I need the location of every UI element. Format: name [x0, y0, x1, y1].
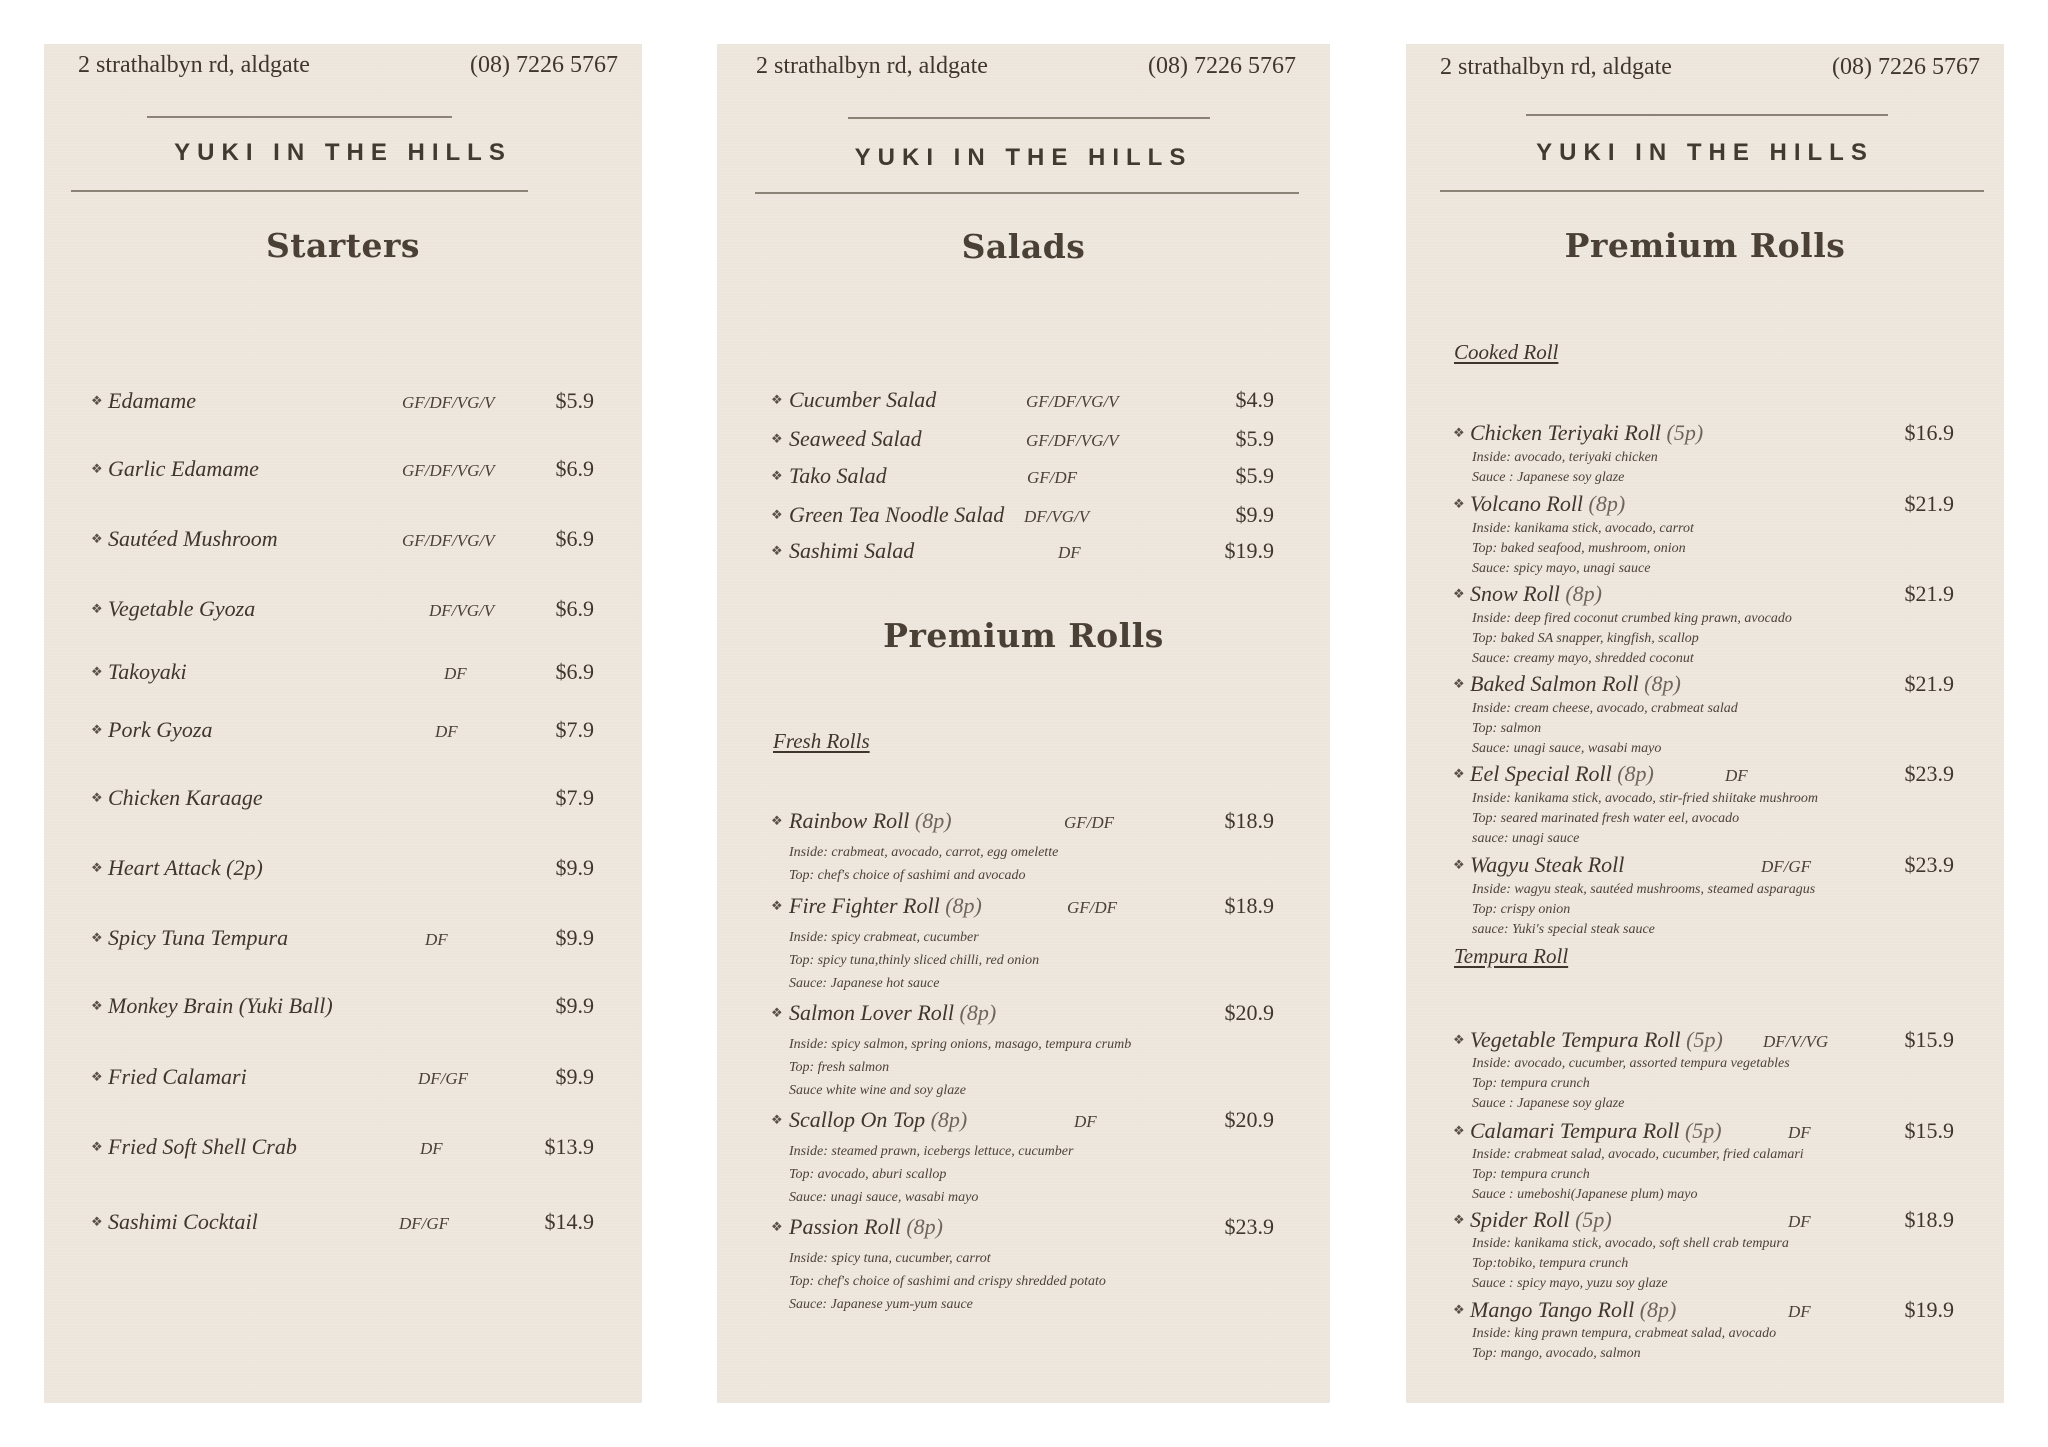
- item-price: $18.9: [1904, 1207, 1954, 1232]
- dietary-tags: DF: [444, 664, 467, 683]
- item-name-text: Pork Gyoza: [108, 717, 213, 742]
- bullet-diamond-icon: ❖: [91, 1069, 103, 1084]
- item-name: [789, 1107, 967, 1133]
- dietary-tags: GF/DF/VG/V: [1026, 392, 1119, 411]
- item-portion: (8p): [930, 1107, 968, 1132]
- item-name-text: Snow Roll: [1470, 581, 1560, 606]
- menu-item: [44, 785, 642, 815]
- dietary-tags: GF/DF/VG/V: [402, 461, 495, 480]
- item-price: $4.9: [1235, 387, 1274, 412]
- item-description-line: Sauce : Japanese soy glaze: [1472, 470, 1625, 485]
- menu-page-premium-rolls: [1406, 44, 2004, 1403]
- bullet-diamond-icon: ❖: [91, 998, 103, 1013]
- item-name: [789, 387, 936, 413]
- item-name-text: Tako Salad: [789, 463, 887, 488]
- item-name: [1470, 420, 1703, 446]
- item-description-line: Inside: kanikama stick, avocado, soft shell crab tempura: [1472, 1236, 1789, 1251]
- item-name: [789, 463, 887, 489]
- item-price: $23.9: [1904, 852, 1954, 877]
- item-name-text: Spicy Tuna Tempura: [108, 925, 289, 950]
- item-name: [108, 456, 259, 482]
- item-name: [1470, 581, 1602, 607]
- item-name: [1470, 852, 1624, 878]
- item-price: $6.9: [555, 456, 594, 481]
- item-name: [789, 538, 914, 564]
- item-description-line: Top: tempura crunch: [1472, 1167, 1590, 1182]
- menu-item: [1406, 491, 2004, 521]
- item-name: [108, 717, 212, 743]
- bullet-diamond-icon: ❖: [1453, 857, 1465, 872]
- item-name-text: Heart Attack (2p): [108, 855, 263, 880]
- item-name-text: Fried Soft Shell Crab: [108, 1134, 297, 1159]
- dietary-tags: GF/DF: [1067, 898, 1118, 917]
- item-name-text: Edamame: [108, 388, 196, 413]
- menu-item: [717, 1214, 1330, 1244]
- menu-item: [44, 855, 642, 885]
- dietary-tags: DF: [435, 722, 458, 741]
- item-name-text: Spider Roll: [1470, 1207, 1570, 1232]
- menu-item: [44, 925, 642, 955]
- item-description-line: Inside: spicy crabmeat, cucumber: [789, 930, 979, 945]
- item-description-line: Sauce : umeboshi(Japanese plum) mayo: [1472, 1187, 1698, 1202]
- bullet-diamond-icon: ❖: [771, 468, 783, 483]
- item-price: $18.9: [1224, 893, 1274, 918]
- menu-item: [717, 426, 1330, 456]
- item-name-text: Takoyaki: [108, 659, 187, 684]
- restaurant-phone: (08) 7226 5767: [1832, 54, 1980, 80]
- bullet-diamond-icon: ❖: [91, 790, 103, 805]
- bullet-diamond-icon: ❖: [771, 813, 783, 828]
- item-description-line: Sauce white wine and soy glaze: [789, 1083, 966, 1098]
- item-name: [108, 659, 187, 685]
- item-name-text: Chicken Karaage: [108, 785, 263, 810]
- item-description-line: Inside: kanikama stick, avocado, stir-fried shiitake mushroom: [1472, 791, 1819, 806]
- restaurant-address: 2 strathalbyn rd, aldgate: [1440, 54, 1672, 80]
- bullet-diamond-icon: ❖: [91, 664, 103, 679]
- menu-item: [44, 993, 642, 1023]
- restaurant-phone: (08) 7226 5767: [470, 52, 618, 78]
- subheading-tempura-roll: Tempura Roll: [1454, 944, 1569, 968]
- item-description-line: Sauce : spicy mayo, yuzu soy glaze: [1472, 1276, 1668, 1291]
- item-name-text: Mango Tango Roll: [1470, 1297, 1635, 1322]
- item-name: [789, 1214, 943, 1240]
- bullet-diamond-icon: ❖: [771, 543, 783, 558]
- item-price: $21.9: [1904, 671, 1954, 696]
- item-portion: (8p): [945, 893, 982, 918]
- restaurant-address: 2 strathalbyn rd, aldgate: [78, 52, 310, 78]
- menu-item: [44, 1064, 642, 1094]
- menu-item: [44, 526, 642, 556]
- divider-bottom: [1440, 190, 1984, 192]
- item-description-line: Inside: avocado, teriyaki chicken: [1472, 450, 1658, 465]
- item-description-line: Inside: spicy salmon, spring onions, masago, tempura crumb: [789, 1037, 1132, 1052]
- dietary-tags: GF/DF: [1027, 468, 1078, 487]
- item-name-text: Fried Calamari: [108, 1064, 247, 1089]
- item-portion: (8p): [1644, 671, 1681, 696]
- item-description-line: Sauce: Japanese yum-yum sauce: [789, 1297, 973, 1312]
- item-description-line: sauce: Yuki's special steak sauce: [1472, 922, 1655, 937]
- item-price: $9.9: [555, 855, 594, 880]
- item-description-line: Top: chef's choice of sashimi and crispy shredded potato: [789, 1274, 1106, 1289]
- bullet-diamond-icon: ❖: [1453, 1302, 1465, 1317]
- item-description-line: Inside: spicy tuna, cucumber, carrot: [789, 1251, 991, 1266]
- item-name-text: Sautéed Mushroom: [108, 526, 278, 551]
- item-description-line: Top: baked seafood, mushroom, onion: [1472, 541, 1686, 556]
- item-name-text: Seaweed Salad: [789, 426, 922, 451]
- item-price: $20.9: [1224, 1000, 1274, 1025]
- bullet-diamond-icon: ❖: [91, 531, 103, 546]
- item-name: [108, 855, 263, 881]
- menu-item: [1406, 852, 2004, 882]
- item-name-text: Salmon Lover Roll: [789, 1000, 954, 1025]
- item-description-line: Top: seared marinated fresh water eel, avocado: [1472, 811, 1740, 826]
- menu-item: [717, 387, 1330, 417]
- divider-bottom: [755, 192, 1299, 194]
- bullet-diamond-icon: ❖: [771, 1112, 783, 1127]
- dietary-tags: GF/DF/VG/V: [402, 393, 495, 412]
- divider-top: [147, 116, 452, 118]
- menu-item: [717, 463, 1330, 493]
- item-description-line: Top: crispy onion: [1472, 902, 1571, 917]
- item-price: $23.9: [1224, 1214, 1274, 1239]
- bullet-diamond-icon: ❖: [771, 1219, 783, 1234]
- dietary-tags: DF/VG/V: [1024, 507, 1090, 526]
- bullet-diamond-icon: ❖: [1453, 496, 1465, 511]
- item-price: $21.9: [1904, 491, 1954, 516]
- divider-top: [1526, 114, 1888, 116]
- bullet-diamond-icon: ❖: [771, 1005, 783, 1020]
- item-name: [108, 993, 333, 1019]
- item-description-line: Inside: cream cheese, avocado, crabmeat salad: [1472, 701, 1738, 716]
- dietary-tags: DF: [1725, 766, 1748, 785]
- dietary-tags: DF: [425, 930, 448, 949]
- item-name-text: Sashimi Salad: [789, 538, 915, 563]
- menu-item: [1406, 1027, 2004, 1057]
- menu-page-salads: [717, 44, 1330, 1403]
- menu-page-starters: [44, 44, 642, 1403]
- dietary-tags: GF/DF: [1064, 813, 1115, 832]
- restaurant-name: YUKI IN THE HILLS: [854, 144, 1193, 171]
- item-description-line: Top: salmon: [1472, 721, 1542, 736]
- item-description-line: Sauce: unagi sauce, wasabi mayo: [789, 1190, 979, 1205]
- item-description-line: Top: spicy tuna,thinly sliced chilli, red onion: [789, 953, 1040, 968]
- item-price: $15.9: [1904, 1118, 1954, 1143]
- item-name: [1470, 1118, 1722, 1144]
- item-name: [108, 785, 263, 811]
- bullet-diamond-icon: ❖: [1453, 586, 1465, 601]
- item-name: [1470, 491, 1625, 517]
- item-description-line: Top: tempura crunch: [1472, 1076, 1590, 1091]
- dietary-tags: DF: [1788, 1123, 1811, 1142]
- restaurant-address: 2 strathalbyn rd, aldgate: [756, 53, 988, 79]
- bullet-diamond-icon: ❖: [1453, 425, 1465, 440]
- dietary-tags: DF/GF: [418, 1069, 469, 1088]
- item-price: $9.9: [555, 925, 594, 950]
- item-portion: (5p): [1666, 420, 1704, 445]
- item-name: [789, 502, 1004, 528]
- item-name-text: Fire Fighter Roll: [789, 893, 940, 918]
- item-name-text: Calamari Tempura Roll: [1470, 1118, 1680, 1143]
- item-description-line: Inside: kanikama stick, avocado, carrot: [1472, 521, 1694, 536]
- restaurant-name: YUKI IN THE HILLS: [174, 139, 512, 166]
- item-name: [789, 426, 922, 452]
- menu-item: [1406, 671, 2004, 701]
- item-description-line: sauce: unagi sauce: [1472, 831, 1580, 846]
- menu-item: [1406, 420, 2004, 450]
- item-description-line: Sauce: unagi sauce, wasabi mayo: [1472, 741, 1662, 756]
- item-price: $21.9: [1904, 581, 1954, 606]
- item-name-text: Eel Special Roll: [1470, 761, 1612, 786]
- item-price: $5.9: [1235, 463, 1274, 488]
- item-price: $7.9: [555, 717, 594, 742]
- item-price: $6.9: [555, 596, 594, 621]
- restaurant-phone: (08) 7226 5767: [1148, 53, 1296, 79]
- item-portion: (8p): [1565, 581, 1602, 606]
- dietary-tags: DF: [1058, 543, 1081, 562]
- dietary-tags: DF: [1074, 1112, 1097, 1131]
- item-portion: (5p): [1686, 1027, 1723, 1052]
- bullet-diamond-icon: ❖: [1453, 1123, 1465, 1138]
- item-name: [789, 893, 982, 919]
- item-name-text: Green Tea Noodle Salad: [789, 502, 1005, 527]
- item-price: $18.9: [1224, 808, 1274, 833]
- item-price: $9.9: [555, 1064, 594, 1089]
- bullet-diamond-icon: ❖: [1453, 676, 1465, 691]
- item-price: $23.9: [1904, 761, 1954, 786]
- item-portion: (8p): [906, 1214, 943, 1239]
- item-name: [108, 925, 288, 951]
- menu-item: [44, 596, 642, 626]
- menu-item: [717, 893, 1330, 923]
- item-name: [1470, 1207, 1612, 1233]
- menu-item: [44, 659, 642, 689]
- menu-item: [717, 1107, 1330, 1137]
- item-description-line: Top: mango, avocado, salmon: [1472, 1346, 1641, 1361]
- item-description-line: Sauce: Japanese hot sauce: [789, 976, 940, 991]
- item-name-text: Chicken Teriyaki Roll: [1470, 420, 1662, 445]
- item-description-line: Top: fresh salmon: [789, 1060, 890, 1075]
- menu-item: [717, 1000, 1330, 1030]
- bullet-diamond-icon: ❖: [91, 930, 103, 945]
- menu-item: [44, 1209, 642, 1239]
- bullet-diamond-icon: ❖: [91, 1139, 103, 1154]
- menu-item: [44, 1134, 642, 1164]
- item-name: [108, 1064, 247, 1090]
- item-name-text: Baked Salmon Roll: [1470, 671, 1639, 696]
- item-price: $19.9: [1904, 1297, 1954, 1322]
- bullet-diamond-icon: ❖: [771, 392, 783, 407]
- item-price: $15.9: [1904, 1027, 1954, 1052]
- item-price: $20.9: [1224, 1107, 1274, 1132]
- section-title-premium-rolls: Premium Rolls: [1564, 226, 1846, 265]
- item-name: [789, 1000, 996, 1026]
- item-portion: (8p): [959, 1000, 997, 1025]
- item-portion: (5p): [1684, 1118, 1722, 1143]
- item-name: [1470, 1027, 1723, 1053]
- item-price: $16.9: [1904, 420, 1954, 445]
- item-description-line: Inside: crabmeat salad, avocado, cucumber, fried calamari: [1472, 1147, 1804, 1162]
- item-name: [108, 1134, 297, 1160]
- menu-item: [44, 717, 642, 747]
- menu-item: [1406, 581, 2004, 611]
- item-portion: (8p): [1639, 1297, 1677, 1322]
- dietary-tags: DF/V/VG: [1763, 1032, 1829, 1051]
- bullet-diamond-icon: ❖: [91, 1214, 103, 1229]
- divider-bottom: [71, 190, 528, 192]
- bullet-diamond-icon: ❖: [1453, 1032, 1465, 1047]
- item-price: $9.9: [1235, 502, 1274, 527]
- section-title-starters: Starters: [265, 226, 421, 265]
- item-description-line: Top:tobiko, tempura crunch: [1472, 1256, 1629, 1271]
- item-name: [1470, 671, 1681, 697]
- item-description-line: Inside: king prawn tempura, crabmeat salad, avocado: [1472, 1326, 1777, 1341]
- bullet-diamond-icon: ❖: [771, 898, 783, 913]
- dietary-tags: DF: [420, 1139, 443, 1158]
- bullet-diamond-icon: ❖: [1453, 766, 1465, 781]
- item-description-line: Top: chef's choice of sashimi and avocado: [789, 868, 1026, 883]
- menu-item: [717, 538, 1330, 568]
- item-portion: (8p): [1617, 761, 1654, 786]
- section-title-salads: Salads: [961, 227, 1086, 266]
- item-portion: (8p): [1588, 491, 1626, 516]
- bullet-diamond-icon: ❖: [91, 461, 103, 476]
- bullet-diamond-icon: ❖: [91, 860, 103, 875]
- item-price: $7.9: [555, 785, 594, 810]
- item-description-line: Top: baked SA snapper, kingfish, scallop: [1472, 631, 1699, 646]
- item-description-line: Sauce: creamy mayo, shredded coconut: [1472, 651, 1694, 666]
- dietary-tags: DF/GF: [399, 1214, 450, 1233]
- dietary-tags: DF/VG/V: [429, 601, 495, 620]
- dietary-tags: DF/GF: [1761, 857, 1812, 876]
- item-name: [108, 526, 278, 552]
- item-name-text: Wagyu Steak Roll: [1470, 852, 1625, 877]
- item-name-text: Passion Roll: [789, 1214, 901, 1239]
- item-name: [108, 388, 196, 414]
- item-name-text: Garlic Edamame: [108, 456, 259, 481]
- menu-item: [1406, 1297, 2004, 1327]
- item-name: [789, 808, 952, 834]
- item-name: [108, 1209, 258, 1235]
- item-description-line: Sauce : Japanese soy glaze: [1472, 1096, 1625, 1111]
- section-title-premium-rolls: Premium Rolls: [883, 616, 1164, 655]
- item-name-text: Monkey Brain (Yuki Ball): [108, 993, 333, 1018]
- subheading-fresh-rolls: Fresh Rolls: [773, 729, 870, 753]
- menu-item: [44, 388, 642, 418]
- item-price: $19.9: [1224, 538, 1274, 563]
- bullet-diamond-icon: ❖: [91, 601, 103, 616]
- item-description-line: Inside: deep fired coconut crumbed king prawn, avocado: [1472, 611, 1792, 626]
- item-price: $5.9: [1235, 426, 1274, 451]
- item-name-text: Scallop On Top: [789, 1107, 926, 1132]
- item-description-line: Sauce: spicy mayo, unagi sauce: [1472, 561, 1651, 576]
- menu-item: [1406, 1118, 2004, 1148]
- dietary-tags: GF/DF/VG/V: [1026, 431, 1119, 450]
- dietary-tags: DF: [1788, 1302, 1811, 1321]
- item-description-line: Inside: crabmeat, avocado, carrot, egg omelette: [789, 845, 1059, 860]
- menu-item: [717, 502, 1330, 532]
- item-name-text: Volcano Roll: [1470, 491, 1584, 516]
- dietary-tags: GF/DF/VG/V: [402, 531, 495, 550]
- item-price: $6.9: [555, 659, 594, 684]
- item-price: $5.9: [555, 388, 594, 413]
- bullet-diamond-icon: ❖: [771, 507, 783, 522]
- item-description-line: Inside: wagyu steak, sautéed mushrooms, steamed asparagus: [1472, 882, 1816, 897]
- item-description-line: Top: avocado, aburi scallop: [789, 1167, 947, 1182]
- bullet-diamond-icon: ❖: [1453, 1212, 1465, 1227]
- item-description-line: Inside: steamed prawn, icebergs lettuce, cucumber: [789, 1144, 1074, 1159]
- bullet-diamond-icon: ❖: [91, 393, 103, 408]
- item-price: $9.9: [555, 993, 594, 1018]
- item-name: [1470, 1297, 1676, 1323]
- divider-top: [848, 117, 1210, 119]
- restaurant-name: YUKI IN THE HILLS: [1536, 139, 1874, 166]
- menu-item: [717, 808, 1330, 838]
- item-name-text: Rainbow Roll: [789, 808, 910, 833]
- item-price: $14.9: [544, 1209, 594, 1234]
- menu-item: [1406, 1207, 2004, 1237]
- item-name: [108, 596, 255, 622]
- item-name-text: Vegetable Tempura Roll: [1470, 1027, 1681, 1052]
- menu-item: [44, 456, 642, 486]
- item-name: [1470, 761, 1654, 787]
- item-price: $6.9: [555, 526, 594, 551]
- menu-item: [1406, 761, 2004, 791]
- item-name-text: Cucumber Salad: [789, 387, 937, 412]
- item-name-text: Vegetable Gyoza: [108, 596, 256, 621]
- bullet-diamond-icon: ❖: [771, 431, 783, 446]
- item-name-text: Sashimi Cocktail: [108, 1209, 258, 1234]
- item-price: $13.9: [544, 1134, 594, 1159]
- item-portion: (8p): [914, 808, 952, 833]
- bullet-diamond-icon: ❖: [91, 722, 103, 737]
- subheading-cooked-roll: Cooked Roll: [1454, 340, 1559, 364]
- dietary-tags: DF: [1788, 1212, 1811, 1231]
- item-portion: (5p): [1575, 1207, 1612, 1232]
- item-description-line: Inside: avocado, cucumber, assorted tempura vegetables: [1472, 1056, 1790, 1071]
